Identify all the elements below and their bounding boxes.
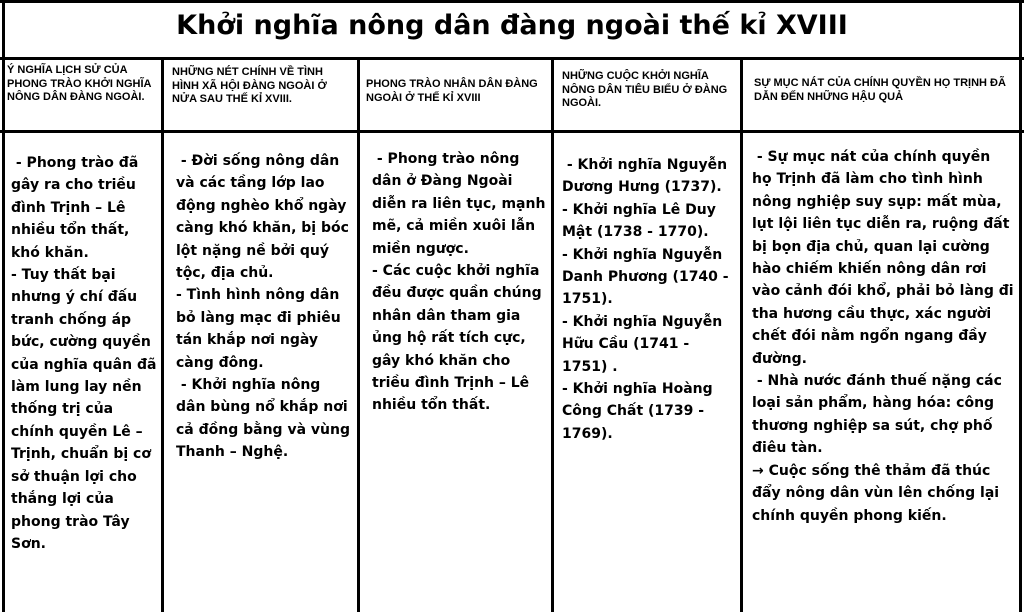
column-header-3: PHONG TRÀO NHÂN DÂN ĐÀNG NGOÀI Ở THẾ KỈ XVIII	[366, 78, 538, 104]
column-header-1: Ý NGHĨA LỊCH SỬ CỦA PHONG TRÀO KHỞI NGHĨA NÔNG DÂN ĐÀNG NGOÀI.	[7, 64, 152, 103]
column-body-1: - Phong trào đã gây ra cho triều đình Trịnh – Lê nhiều tổn thất, khó khăn. - Tuy thất bại nhưng ý chí đấu tranh chống áp bức, cường quyền của nghĩa quân đã làm lung lay nền thống trị của chính quyền Lê – Trịnh, chuẩn bị cơ sở thuận lợi cho thắng lợi của phong trào Tây Sơn.	[11, 155, 157, 552]
column-header-5: SỰ MỤC NÁT CỦA CHÍNH QUYỀN HỌ TRỊNH ĐÃ DẪN ĐẾN NHỮNG HẬU QUẢ	[754, 77, 1006, 103]
column-divider-1	[161, 57, 164, 612]
table-title: Khởi nghĩa nông dân đàng ngoài thế kỉ XVIII	[176, 10, 848, 41]
table-right-border	[1019, 0, 1022, 612]
column-body-3: - Phong trào nông dân ở Đàng Ngoài diễn ra liên tục, mạnh mẽ, cả miền xuôi lẫn miền ngược. - Các cuộc khởi nghĩa đều được quần chúng nhân dân tham gia ủng hộ rất tích cực, gây khó khăn cho triều đình Trịnh – Lê nhiều tổn thất.	[372, 151, 546, 414]
column-body-2: - Đời sống nông dân và các tầng lớp lao động nghèo khổ ngày càng khó khăn, bị bóc lột nặng nề bởi quý tộc, địa chủ. - Tình hình nông dân bỏ làng mạc đi phiêu tán khắp nơi ngày càng đông. - Khởi nghĩa nông dân bùng nổ khắp nơi cả đồng bằng và vùng Thanh – Nghệ.	[176, 153, 350, 461]
column-header-2: NHỮNG NÉT CHÍNH VỀ TÌNH HÌNH XÃ HỘI ĐÀNG NGOÀI Ở NỬA SAU THẾ KỈ XVIII.	[172, 66, 327, 105]
table-left-border	[2, 0, 5, 612]
column-divider-4	[740, 57, 743, 612]
table-top-border	[0, 0, 1024, 3]
column-divider-3	[551, 57, 554, 612]
title-divider	[0, 57, 1024, 60]
column-body-5: - Sự mục nát của chính quyền họ Trịnh đã làm cho tình hình nông nghiệp suy sụp: mất mùa, lụt lội liên tục diễn ra, ruộng đất bị bọn địa chủ, quan lại cường hào chiếm khiến nông dân rơi vào cảnh đói khổ, phải bỏ làng đi tha hương cầu thực, xác người chết đói nằm ngổn ngang đầy đường. - Nhà nước đánh thuế nặng các loại sản phẩm, hàng hóa: công thương nghiệp sa sút, chợ phố điêu tàn. → Cuộc sống thê thảm đã thúc đẩy nông dân vùn lên chống lại chính quyền phong kiến.	[752, 149, 1014, 524]
column-divider-2	[357, 57, 360, 612]
column-body-4: - Khởi nghĩa Nguyễn Dương Hưng (1737). - Khởi nghĩa Lê Duy Mật (1738 - 1770). - Khởi nghĩa Nguyễn Danh Phương (1740 - 1751). - Khởi nghĩa Nguyễn Hữu Cầu (1741 - 1751) . - Khởi nghĩa Hoàng Công Chất (1739 - 1769).	[562, 157, 729, 442]
column-header-4: NHỮNG CUỘC KHỞI NGHĨA NÔNG DÂN TIÊU BIỂU Ở ĐÀNG NGOÀI.	[562, 70, 728, 109]
header-divider	[0, 130, 1024, 133]
